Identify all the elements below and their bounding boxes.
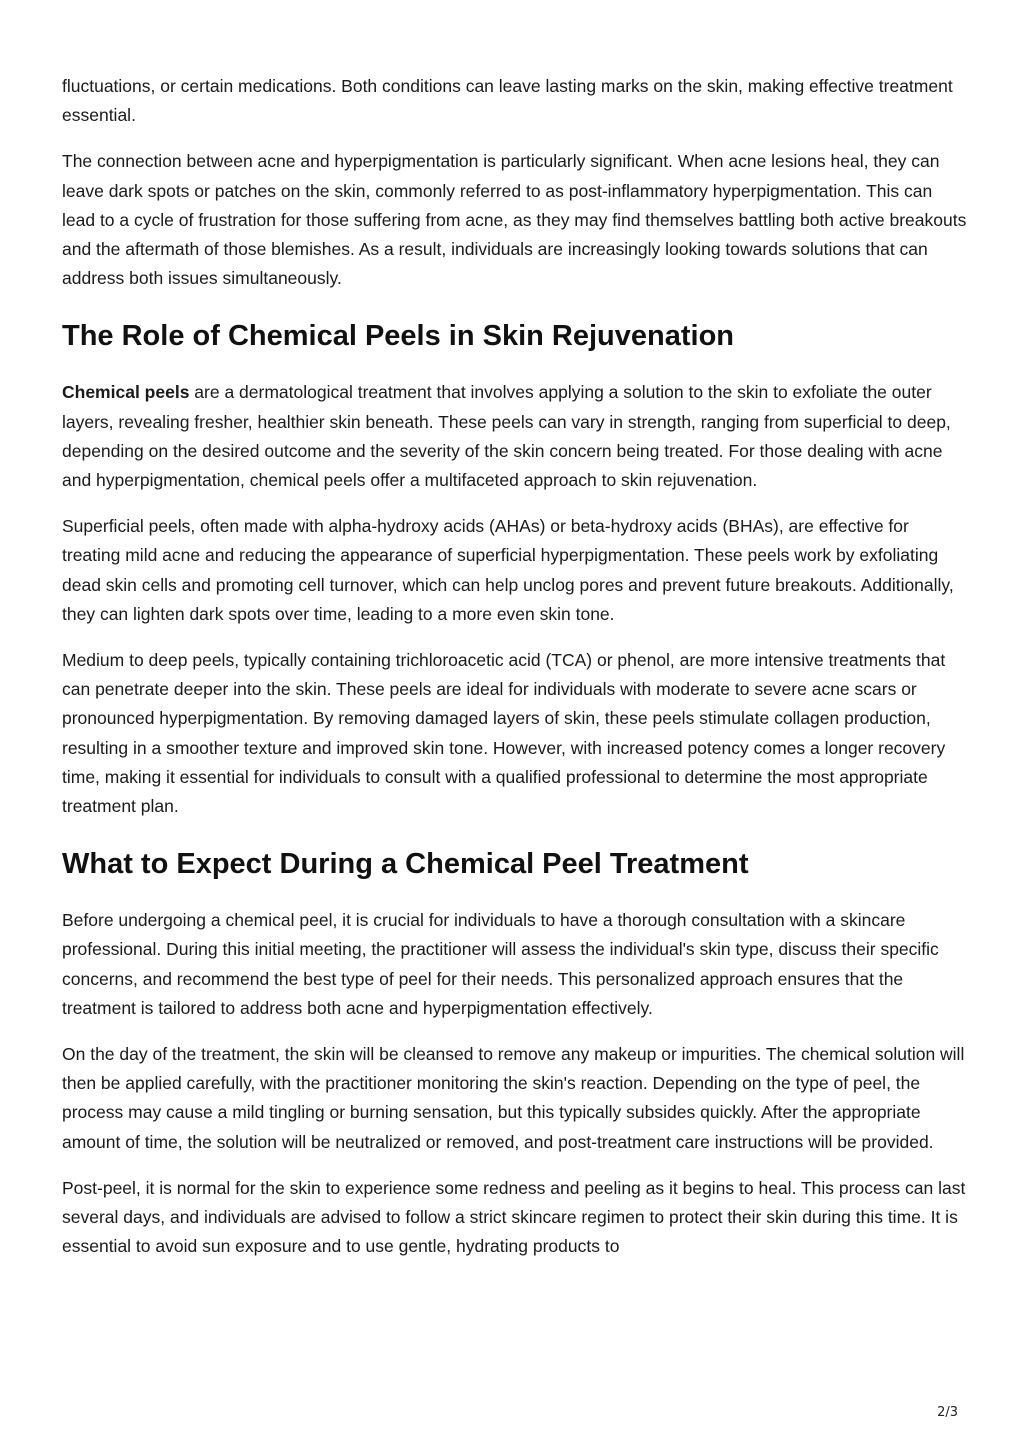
heading-what-to-expect: What to Expect During a Chemical Peel Treatment bbox=[62, 848, 749, 881]
paragraph-superficial-peels: Superficial peels, often made with alpha-hydroxy acids (AHAs) or beta-hydroxy acids (BHAs), are effective for treating mild acne and reducing the appearance of superficial hyperpigmentation. These peels work by exfoliating dead skin cells and promoting cell turnover, which can help unclog pores and prevent future breakouts. Additionally, they can lighten dark spots over time, leading to a more even skin tone. bbox=[62, 516, 954, 624]
paragraph-medium-deep-peels: Medium to deep peels, typically containing trichloroacetic acid (TCA) or phenol, are more intensive treatments that can penetrate deeper into the skin. These peels are ideal for individuals with moderate to severe acne scars or pronounced hyperpigmentation. By removing damaged layers of skin, these peels stimulate collagen production, resulting in a smoother texture and improved skin tone. However, with increased potency comes a longer recovery time, making it essential for individuals to consult with a qualified professional to determine the most appropriate treatment plan. bbox=[62, 650, 946, 817]
paragraph-connection: The connection between acne and hyperpigmentation is particularly significant. When acne lesions heal, they can leave dark spots or patches on the skin, commonly referred to as post-inflammatory hyperpigmentation. This can lead to a cycle of frustration for those suffering from acne, as they may find themselves battling both active breakouts and the aftermath of those blemishes. As a result, individuals are increasingly looking towards solutions that can address both issues simultaneously. bbox=[62, 151, 967, 289]
bold-term-chemical-peels: Chemical peels bbox=[62, 382, 190, 403]
paragraph-post-peel: Post-peel, it is normal for the skin to experience some redness and peeling as it begins to heal. This process can last several days, and individuals are advised to follow a strict skincare regimen to protect their skin during this time. It is essential to avoid sun exposure and to use gentle, hydrating products to bbox=[62, 1177, 966, 1257]
document-body bbox=[62, 72, 967, 1279]
heading-role-of-chemical-peels: The Role of Chemical Peels in Skin Rejuvenation bbox=[62, 320, 734, 353]
paragraph-chemical-peels-text: are a dermatological treatment that involves applying a solution to the skin to exfoliate the outer layers, revealing fresher, healthier skin beneath. These peels can vary in strength, ranging from superficial to deep, depending on the desired outcome and the severity of the skin concern being treated. For those dealing with acne and hyperpigmentation, chemical peels offer a multifaceted approach to skin rejuvenation. bbox=[62, 382, 951, 491]
paragraph-intro-tail: fluctuations, or certain medications. Both conditions can leave lasting marks on the skin, making effective treatment essential. bbox=[62, 76, 953, 126]
paragraph-chemical-peels-definition bbox=[62, 378, 967, 495]
paragraph-treatment-day: On the day of the treatment, the skin will be cleansed to remove any makeup or impurities. The chemical solution will then be applied carefully, with the practitioner monitoring the skin's reaction. Depending on the type of peel, the process may cause a mild tingling or burning sensation, but this typically subsides quickly. After the appropriate amount of time, the solution will be neutralized or removed, and post-treatment care instructions will be provided. bbox=[62, 1044, 965, 1152]
paragraph-consultation: Before undergoing a chemical peel, it is crucial for individuals to have a thorough consultation with a skincare professional. During this initial meeting, the practitioner will assess the individual's skin type, discuss their specific concerns, and recommend the best type of peel for their needs. This personalized approach ensures that the treatment is tailored to address both acne and hyperpigmentation effectively. bbox=[62, 910, 939, 1018]
page-number: 2/3 bbox=[937, 1405, 958, 1420]
